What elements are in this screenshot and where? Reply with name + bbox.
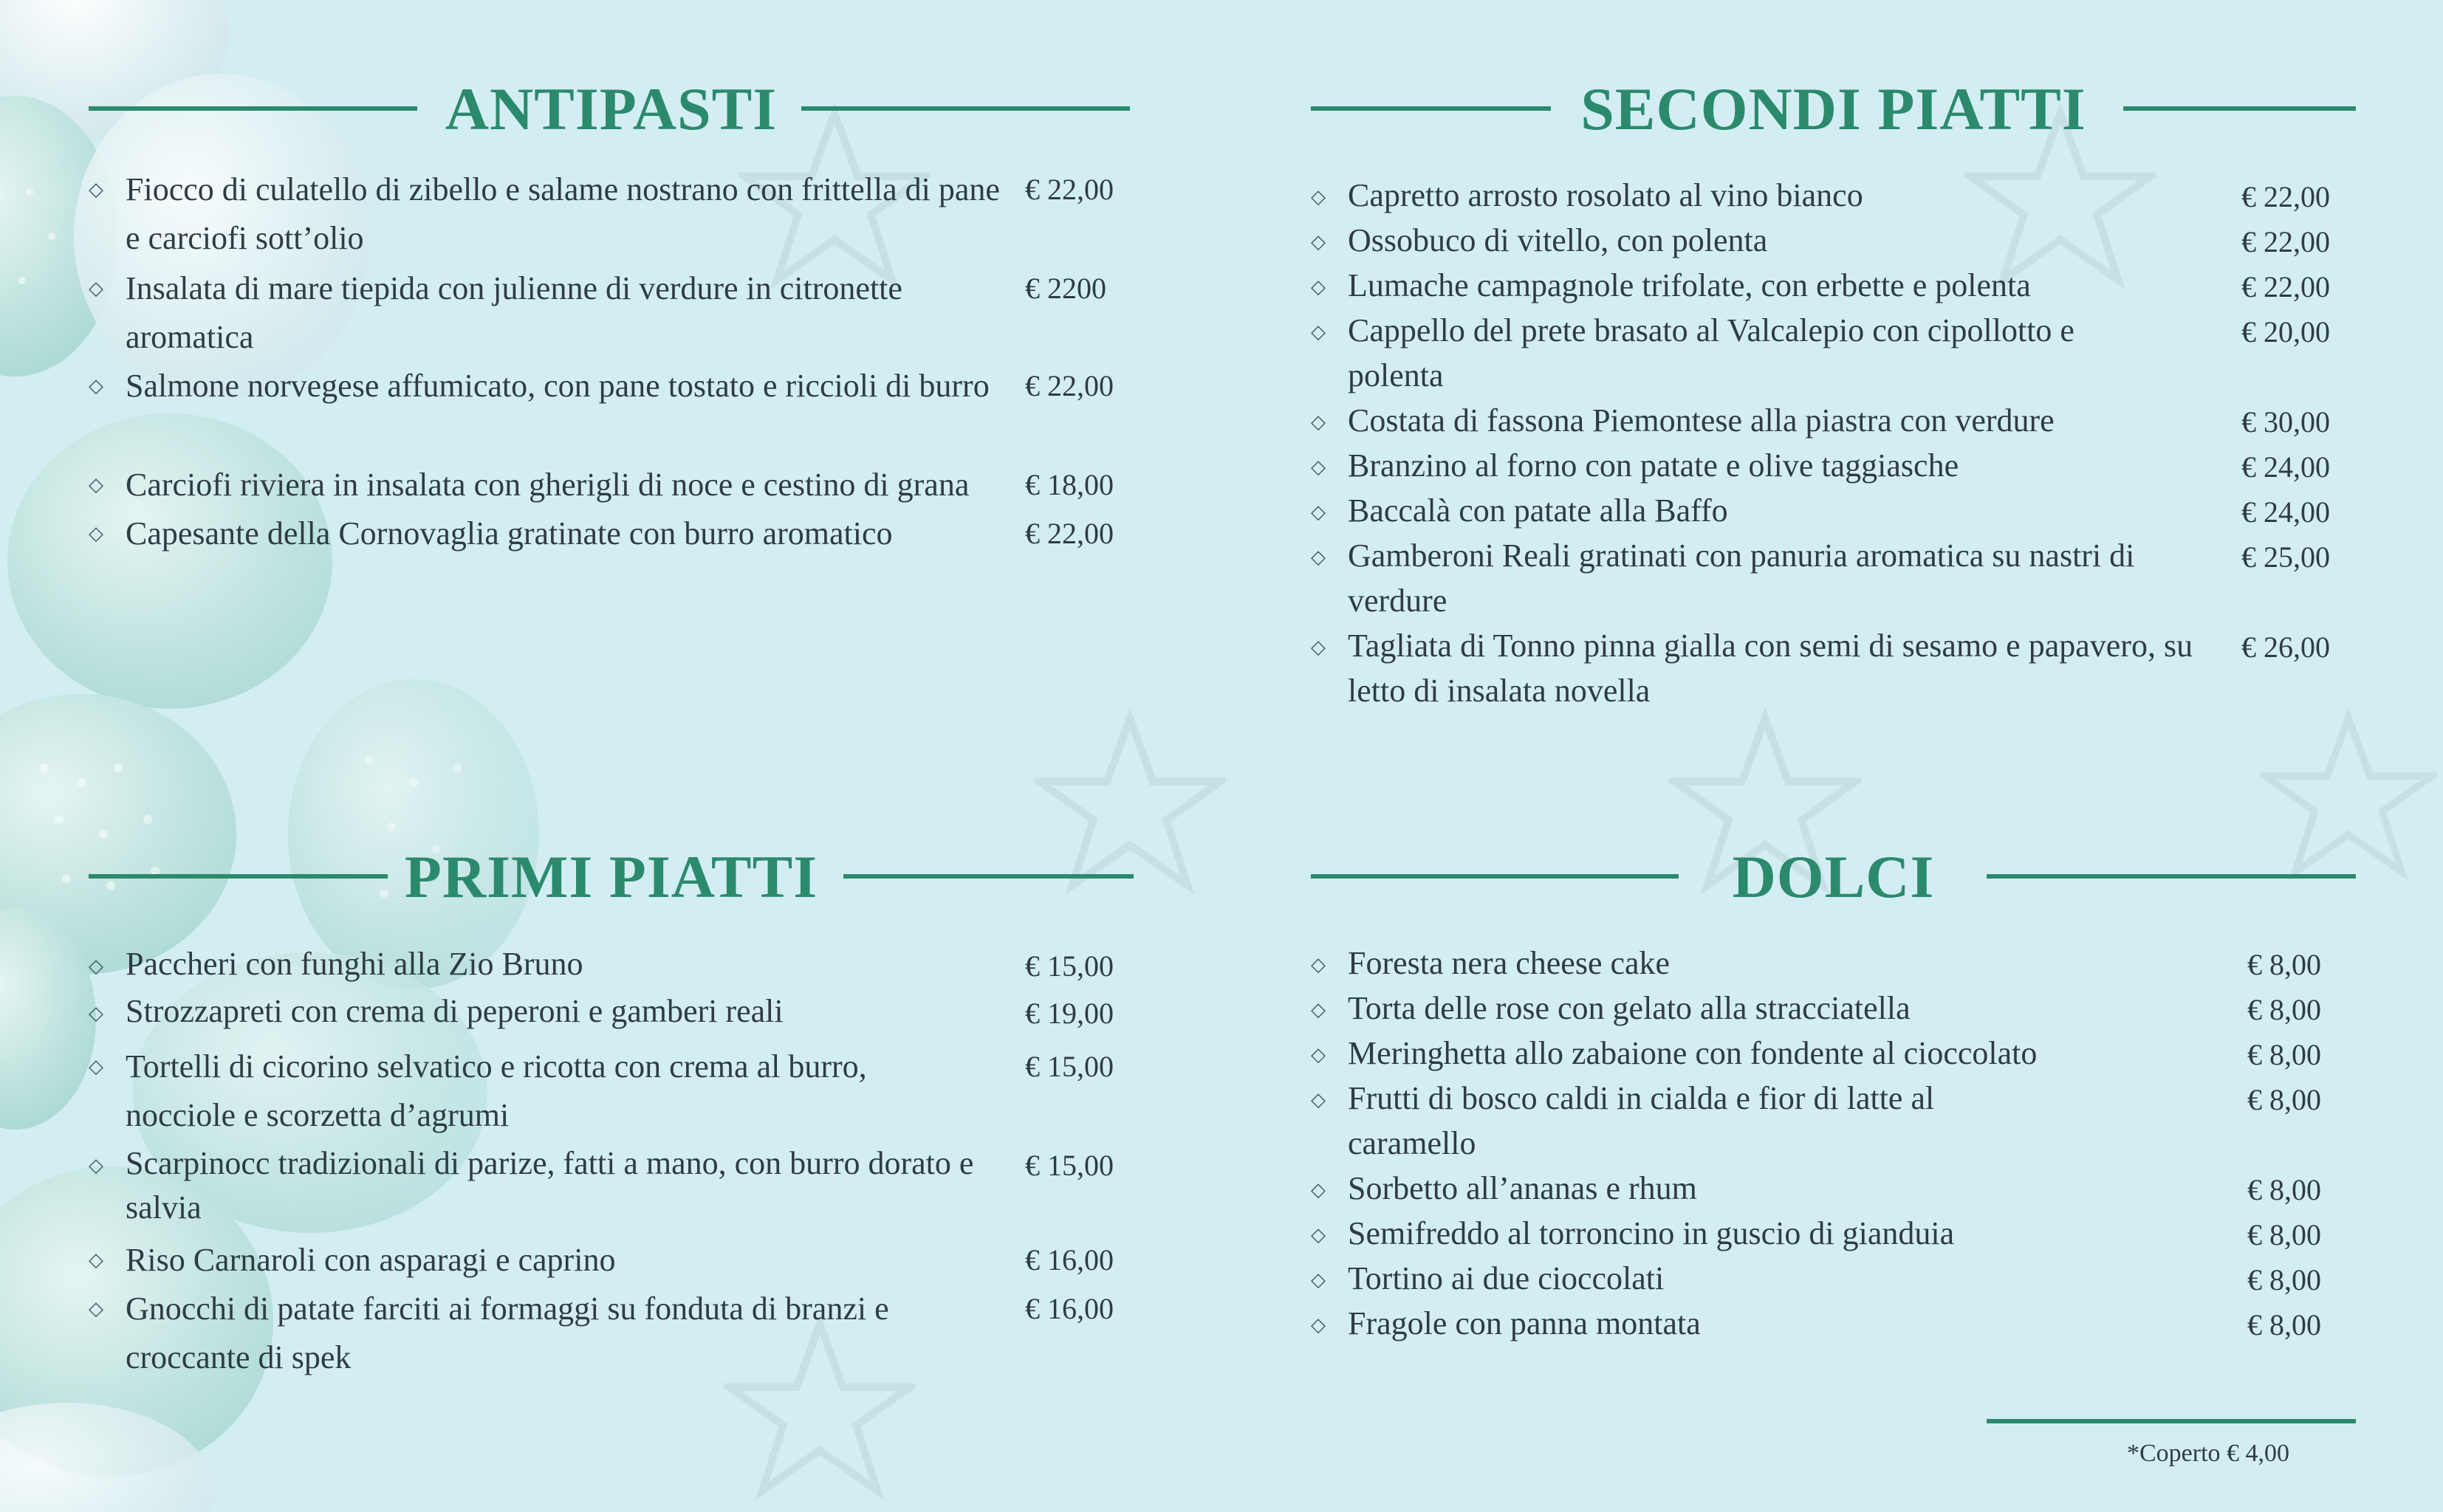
item-price: € 24,00 [2241,495,2330,529]
item-price: € 8,00 [2247,948,2321,981]
item-price: € 22,00 [1025,173,1114,206]
item-price: € 26,00 [2241,630,2330,664]
item-price: € 8,00 [2247,1218,2321,1251]
item-price: € 16,00 [1025,1292,1114,1325]
item-price: € 8,00 [2247,1173,2321,1206]
primi-section [89,833,1134,1409]
item-price: € 8,00 [2247,1083,2321,1116]
item-price: € 8,00 [2247,993,2321,1026]
item-price: € 18,00 [1025,468,1114,501]
bullet-icon: ◇ [89,1056,103,1078]
bullet-icon: ◇ [89,1155,103,1177]
antipasti-title: ANTIPASTI [445,75,778,142]
item-price: € 8,00 [2247,1038,2321,1071]
item-name: Scarpinocc tradizionali di parize, fatti a mano, con burro dorato e salvia [126,1145,974,1226]
item-price: € 8,00 [2247,1308,2321,1341]
item-price: € 22,00 [1025,517,1114,550]
bullet-icon: ◇ [89,278,103,300]
item-name: Semifreddo al torroncino in guscio di gianduia [1348,1215,1955,1251]
bullet-icon: ◇ [89,1249,103,1271]
bullet-icon: ◇ [1311,411,1326,433]
item-price: € 8,00 [2247,1263,2321,1296]
item-name: Capretto arrosto rosolato al vino bianco [1348,177,1863,213]
bullet-icon: ◇ [1311,1179,1326,1201]
bullet-icon: ◇ [89,523,103,545]
item-name: Cappello del prete brasato al Valcalepio con cipollotto e polenta [1348,312,2074,394]
bullet-icon: ◇ [1311,276,1326,298]
item-name: Sorbetto all’ananas e rhum [1348,1170,1697,1206]
item-price: € 22,00 [2241,270,2330,303]
bullet-icon: ◇ [89,375,103,397]
item-price: € 20,00 [2241,315,2330,348]
item-name: Capesante della Cornovaglia gratinate con burro aromatico [126,515,893,551]
item-name: Insalata di mare tiepida con julienne di verdure in citronette aromatica [126,270,902,355]
item-price: € 15,00 [1025,949,1114,983]
item-name: Carciofi riviera in insalata con gherigli di noce e cestino di grana [126,467,970,503]
item-name: Fragole con panna montata [1348,1305,1701,1341]
footer-rule [1987,1419,2356,1423]
dolci-header [1311,833,2356,921]
coperto-note: *Coperto € 4,00 [2127,1440,2290,1467]
bullet-icon: ◇ [89,1298,103,1320]
item-name: Torta delle rose con gelato alla stracciatella [1348,990,1911,1026]
item-name: Branzino al forno con patate e olive taggiasche [1348,447,1959,484]
bullet-icon: ◇ [1311,321,1326,343]
item-price: € 24,00 [2241,450,2330,484]
bullet-icon: ◇ [1311,1044,1326,1066]
bullet-icon: ◇ [1311,456,1326,478]
header-rule-right [1987,874,2356,879]
item-name: Riso Carnaroli con asparagi e caprino [126,1242,616,1278]
dolci-title: DOLCI [1732,843,1935,910]
item-price: € 22,00 [1025,369,1114,402]
bullet-icon: ◇ [1311,999,1326,1021]
item-name: Lumache campagnole trifolate, con erbette e polenta [1348,267,2031,303]
item-price: € 15,00 [1025,1050,1114,1083]
item-name: Tagliata di Tonno pinna gialla con semi di sesamo e papavero, su letto di insalata novella [1348,628,2193,709]
item-name: Strozzapreti con crema di peperoni e gamberi reali [126,993,784,1029]
bullet-icon: ◇ [1311,231,1326,253]
item-name: Ossobuco di vitello, con polenta [1348,222,1768,258]
item-name: Gnocchi di patate farciti ai formaggi su fonduta di branzi e croccante di spek [126,1291,889,1375]
bullet-icon: ◇ [89,474,103,496]
bullet-icon: ◇ [89,179,103,201]
item-name: Tortelli di cicorino selvatico e ricotta con crema al burro, nocciole e scorzetta d’agrumi [126,1048,867,1133]
primi-title: PRIMI PIATTI [404,843,818,910]
item-name: Foresta nera cheese cake [1348,945,1671,981]
item-name: Gamberoni Reali gratinati con panuria aromatica su nastri di verdure [1348,537,2135,619]
secondi-section [1311,65,2356,729]
item-price: € 2200 [1025,272,1106,305]
header-rule-right [2123,106,2356,111]
secondi-header [1311,65,2356,154]
bullet-icon: ◇ [1311,1269,1326,1291]
header-rule-right [801,106,1130,111]
item-price: € 15,00 [1025,1149,1114,1182]
bullet-icon: ◇ [1311,954,1326,976]
item-name: Meringhetta allo zabaione con fondente al cioccolato [1348,1035,2038,1071]
item-name: Salmone norvegese affumicato, con pane tostato e riccioli di burro [126,368,990,404]
bullet-icon: ◇ [89,1003,103,1025]
item-name: Paccheri con funghi alla Zio Bruno [126,946,583,982]
item-price: € 25,00 [2241,540,2330,574]
antipasti-section [89,65,1134,611]
item-price: € 16,00 [1025,1243,1114,1276]
item-name: Tortino ai due cioccolati [1348,1260,1665,1296]
item-price: € 22,00 [2241,180,2330,213]
primi-header [89,833,1134,921]
item-price: € 19,00 [1025,997,1114,1030]
item-name: Frutti di bosco caldi in cialda e fior di latte al caramello [1348,1080,1935,1161]
header-rule-right [843,874,1134,879]
item-price: € 30,00 [2241,405,2330,439]
item-name: Costata di fassona Piemontese alla piastra con verdure [1348,402,2055,439]
item-price: € 22,00 [2241,225,2330,258]
dolci-section [1311,833,2356,1364]
item-name: Baccalà con patate alla Baffo [1348,492,1728,529]
bullet-icon: ◇ [89,955,103,977]
antipasti-header [89,65,1134,154]
bullet-icon: ◇ [1311,186,1326,208]
bullet-icon: ◇ [1311,546,1326,568]
secondi-title: SECONDI PIATTI [1580,75,2086,142]
bullet-icon: ◇ [1311,1224,1326,1246]
bullet-icon: ◇ [1311,501,1326,523]
bullet-icon: ◇ [1311,1314,1326,1336]
item-name: Fiocco di culatello di zibello e salame nostrano con frittella di pane e carciofi sott’olio [126,171,1000,256]
bullet-icon: ◇ [1311,1089,1326,1111]
bullet-icon: ◇ [1311,636,1326,659]
